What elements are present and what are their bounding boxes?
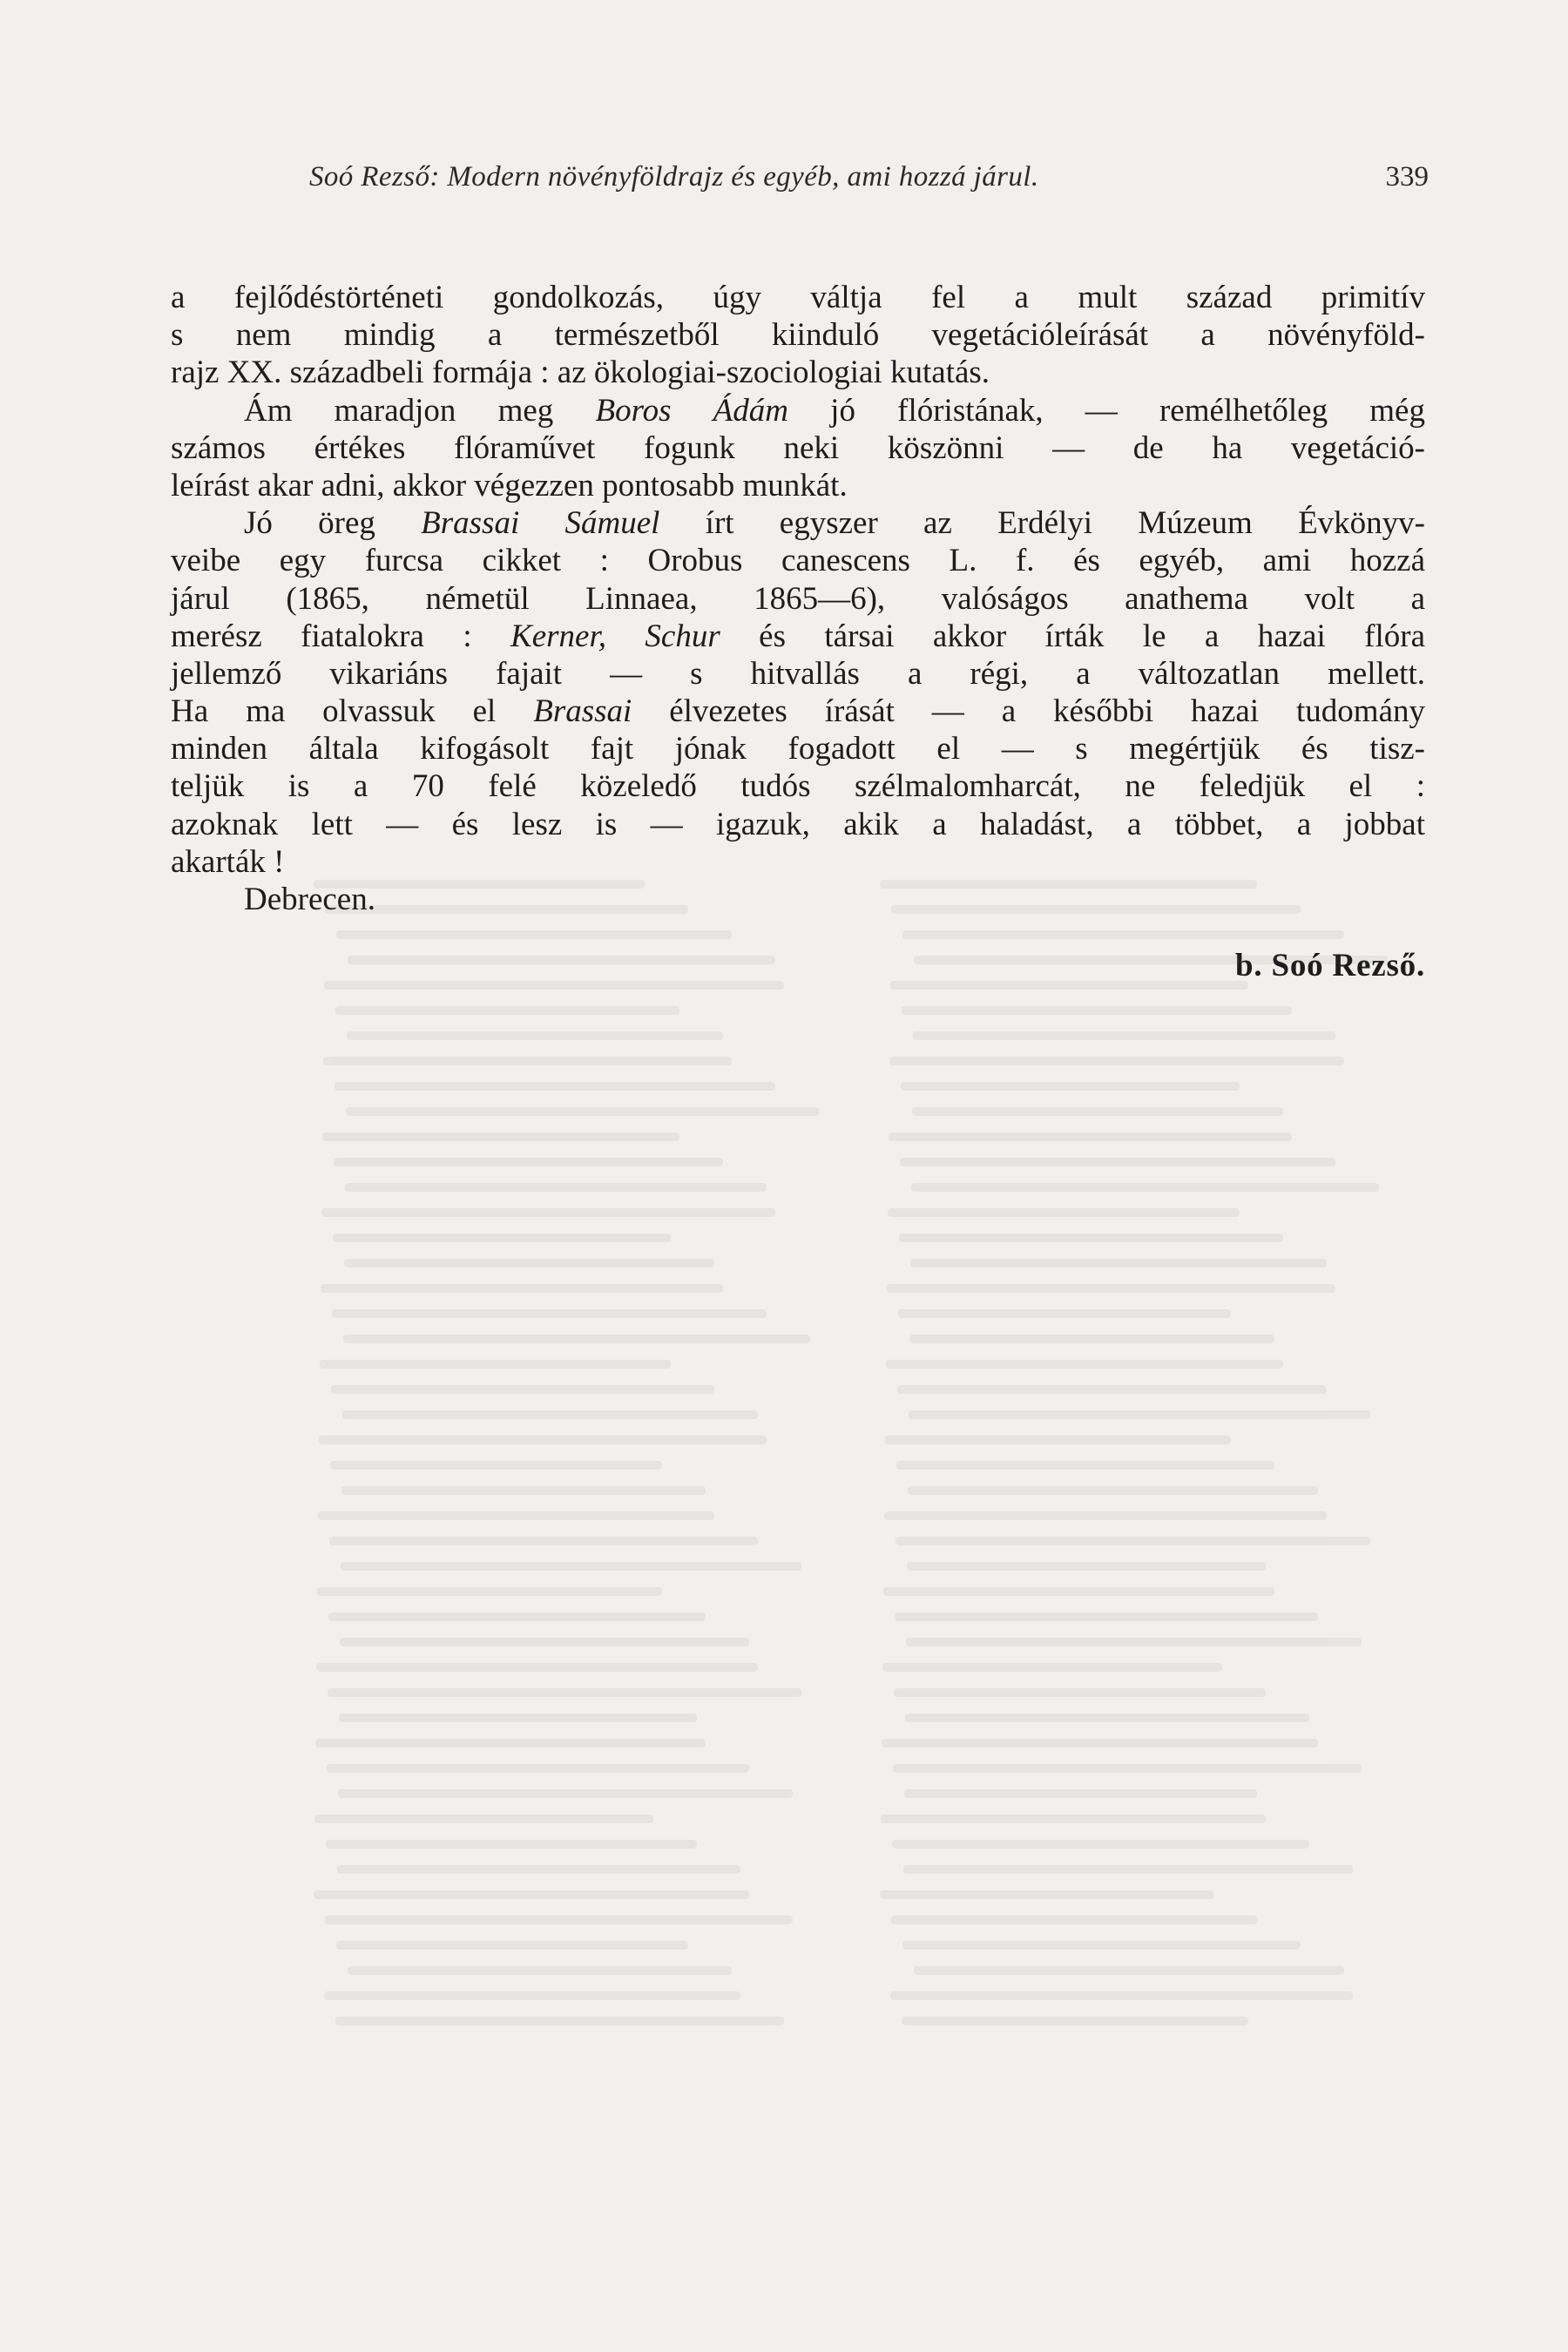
text-segment: teljük is a 70 felé közeledő tudós szélmalomharcát, ne feledjük el : bbox=[171, 768, 1425, 805]
text-line bbox=[171, 655, 1425, 693]
bleed-line bbox=[329, 1537, 758, 1545]
text-line bbox=[171, 618, 1425, 655]
text-segment: merész fiatalokra : bbox=[171, 618, 511, 654]
bleed-line bbox=[324, 1991, 740, 2000]
text-segment: és társai akkor írták le a hazai flóra bbox=[720, 618, 1426, 654]
bleed-line bbox=[896, 1537, 1370, 1545]
bleed-line bbox=[895, 1612, 1318, 1621]
text-segment: rajz XX. századbeli formája : az ökologiai-szociologiai kutatás. bbox=[171, 355, 990, 391]
bleed-line bbox=[319, 1436, 767, 1444]
bleed-line bbox=[891, 905, 1301, 914]
bleed-line bbox=[342, 1410, 758, 1419]
bleed-line bbox=[906, 1638, 1362, 1646]
text-segment: élvezetes írását — a későbbi hazai tudomány bbox=[632, 693, 1426, 730]
text-line bbox=[171, 392, 1425, 429]
bleed-line bbox=[332, 1309, 767, 1318]
bleed-line bbox=[318, 1511, 714, 1520]
bleed-line bbox=[324, 981, 784, 990]
bleed-line bbox=[902, 930, 1344, 939]
bleed-line bbox=[314, 880, 645, 889]
running-header bbox=[309, 155, 1429, 199]
bleed-line bbox=[327, 1764, 749, 1773]
bleed-line bbox=[333, 1233, 671, 1242]
bleed-line bbox=[912, 1107, 1283, 1116]
bleed-line bbox=[336, 930, 732, 939]
text-segment: akarták ! bbox=[171, 843, 285, 880]
bleed-line bbox=[339, 1713, 697, 1722]
bleed-line bbox=[908, 1486, 1318, 1495]
bleed-line bbox=[336, 1941, 688, 1950]
closing-place: Debrecen. bbox=[244, 882, 375, 917]
bleed-line bbox=[880, 1890, 1213, 1899]
bleed-line bbox=[328, 1612, 706, 1621]
text-segment: Ha ma olvassuk el bbox=[171, 693, 534, 730]
bleed-line bbox=[337, 1865, 740, 1874]
text-line bbox=[171, 316, 1425, 354]
bleed-line bbox=[344, 1259, 714, 1267]
bleed-line bbox=[322, 1132, 679, 1141]
text-line bbox=[171, 354, 1425, 391]
bleed-line bbox=[898, 1309, 1231, 1318]
bleed-line bbox=[347, 1031, 723, 1040]
bleed-line bbox=[914, 1966, 1344, 1975]
bleed-line bbox=[902, 2017, 1248, 2025]
text-line bbox=[171, 504, 1425, 542]
text-segment: minden általa kifogásolt fajt jónak fogadott el — s megértjük és tisz- bbox=[171, 731, 1425, 767]
bleed-line bbox=[907, 1562, 1266, 1571]
text-segment: jellemző vikariáns fajait — s hitvallás a régi, a változatlan mellett. bbox=[171, 655, 1425, 692]
text-segment: a fejlődéstörténeti gondolkozás, úgy váltja fel a mult század primitív bbox=[171, 280, 1425, 315]
bleed-line bbox=[903, 1865, 1353, 1874]
bleed-line bbox=[320, 1360, 671, 1369]
bleed-line bbox=[909, 1410, 1370, 1419]
bleed-line bbox=[882, 1739, 1318, 1747]
bleed-line bbox=[896, 1461, 1274, 1470]
bleed-line bbox=[886, 1360, 1283, 1369]
running-header-title: Soó Rezső: Modern növényföldrajz és egyéb, ami hozzá járul. bbox=[309, 161, 1039, 193]
bleed-line bbox=[909, 1335, 1274, 1343]
text-line bbox=[171, 580, 1425, 618]
text-segment: jó flóristának, — remélhetőleg még bbox=[788, 392, 1425, 429]
text-segment: azoknak lett — és lesz is — igazuk, akik a haladást, a többet, a jobbat bbox=[171, 806, 1425, 842]
bleed-line bbox=[314, 1890, 749, 1899]
bleed-line bbox=[348, 956, 775, 964]
bleed-line bbox=[902, 1006, 1292, 1015]
bleed-line bbox=[348, 1966, 732, 1975]
text-line bbox=[171, 730, 1425, 767]
bleed-line bbox=[326, 1840, 697, 1848]
bleed-line bbox=[330, 1461, 662, 1470]
page-number: 339 bbox=[1385, 161, 1429, 193]
text-line bbox=[171, 467, 1425, 504]
bleed-line bbox=[328, 1688, 801, 1697]
text-segment: számos értékes flóraművet fogunk neki köszönni — de ha vegetáció- bbox=[171, 429, 1425, 466]
bleed-line bbox=[338, 1789, 793, 1798]
bleed-line bbox=[882, 1663, 1222, 1672]
italic-name: Brassai bbox=[533, 693, 632, 730]
bleed-line bbox=[345, 1183, 767, 1192]
bleed-line bbox=[331, 1385, 714, 1394]
text-segment: leírást akar adni, akkor végezzen pontosabb munkát. bbox=[171, 467, 848, 504]
bleed-line bbox=[323, 1057, 732, 1065]
text-line bbox=[171, 429, 1425, 467]
bleed-line bbox=[891, 1916, 1257, 1924]
bleed-line bbox=[335, 1082, 775, 1091]
bleed-line bbox=[340, 1638, 749, 1646]
bleed-line bbox=[881, 1815, 1266, 1823]
bleed-line bbox=[325, 905, 688, 914]
bleed-line bbox=[911, 1183, 1379, 1192]
bleed-line bbox=[892, 1840, 1309, 1848]
bleed-line bbox=[889, 1057, 1344, 1065]
text-segment: s nem mindig a természetből kiinduló vegetációleírását a növényföld- bbox=[171, 317, 1425, 354]
text-line bbox=[171, 693, 1425, 730]
bleed-line bbox=[890, 981, 1248, 990]
bleed-line bbox=[314, 1815, 653, 1823]
italic-name: Boros Ádám bbox=[595, 392, 788, 429]
text-line bbox=[171, 767, 1425, 805]
bleed-line bbox=[321, 1208, 775, 1217]
bleed-line bbox=[899, 1233, 1283, 1242]
bleed-line bbox=[913, 1031, 1335, 1040]
bleed-line bbox=[334, 1158, 723, 1166]
text-segment: járul (1865, németül Linnaea, 1865—6), valóságos anathema volt a bbox=[171, 580, 1425, 617]
bleed-line bbox=[905, 1713, 1309, 1722]
text-line bbox=[171, 806, 1425, 843]
article-body bbox=[171, 279, 1425, 918]
bleed-line bbox=[321, 1284, 723, 1293]
bleed-line bbox=[325, 1916, 793, 1924]
text-line bbox=[171, 843, 1425, 881]
bleed-line bbox=[335, 1006, 679, 1015]
bleed-line bbox=[883, 1587, 1274, 1596]
bleed-line bbox=[315, 1739, 706, 1747]
bleed-line bbox=[341, 1486, 706, 1495]
bleed-line bbox=[910, 1259, 1327, 1267]
bleed-line bbox=[889, 1132, 1292, 1141]
bleed-line bbox=[335, 2017, 784, 2025]
bleed-line bbox=[346, 1107, 819, 1116]
bleed-line bbox=[900, 1158, 1335, 1166]
bleed-line bbox=[894, 1688, 1266, 1697]
bleed-line bbox=[885, 1436, 1231, 1444]
bleed-line bbox=[914, 956, 1388, 964]
bleed-line bbox=[887, 1284, 1335, 1293]
bleed-line bbox=[880, 880, 1257, 889]
author-signature: b. Soó Rezső. bbox=[1234, 948, 1425, 983]
text-line bbox=[171, 542, 1425, 579]
bleed-line bbox=[897, 1385, 1327, 1394]
bleed-line bbox=[901, 1082, 1240, 1091]
bleed-line bbox=[888, 1208, 1240, 1217]
bleed-line bbox=[341, 1562, 801, 1571]
bleed-line bbox=[904, 1789, 1257, 1798]
text-line bbox=[171, 279, 1425, 316]
text-segment: veibe egy furcsa cikket : Orobus canescens L. f. és egyéb, ami hozzá bbox=[171, 543, 1425, 579]
text-segment: írt egyszer az Erdélyi Múzeum Évkönyv- bbox=[659, 505, 1425, 542]
bleed-line bbox=[317, 1587, 662, 1596]
bleed-line bbox=[890, 1991, 1353, 2000]
italic-name: Kerner, Schur bbox=[510, 618, 720, 654]
bleed-line bbox=[893, 1764, 1362, 1773]
bleed-through-texture bbox=[314, 880, 1446, 2082]
italic-name: Brassai Sámuel bbox=[421, 505, 660, 542]
text-segment: Jó öreg bbox=[244, 505, 422, 542]
text-segment: Ám maradjon meg bbox=[244, 392, 596, 429]
bleed-line bbox=[316, 1663, 758, 1672]
bleed-line bbox=[902, 1941, 1301, 1950]
bleed-line bbox=[343, 1335, 810, 1343]
bleed-line bbox=[884, 1511, 1327, 1520]
